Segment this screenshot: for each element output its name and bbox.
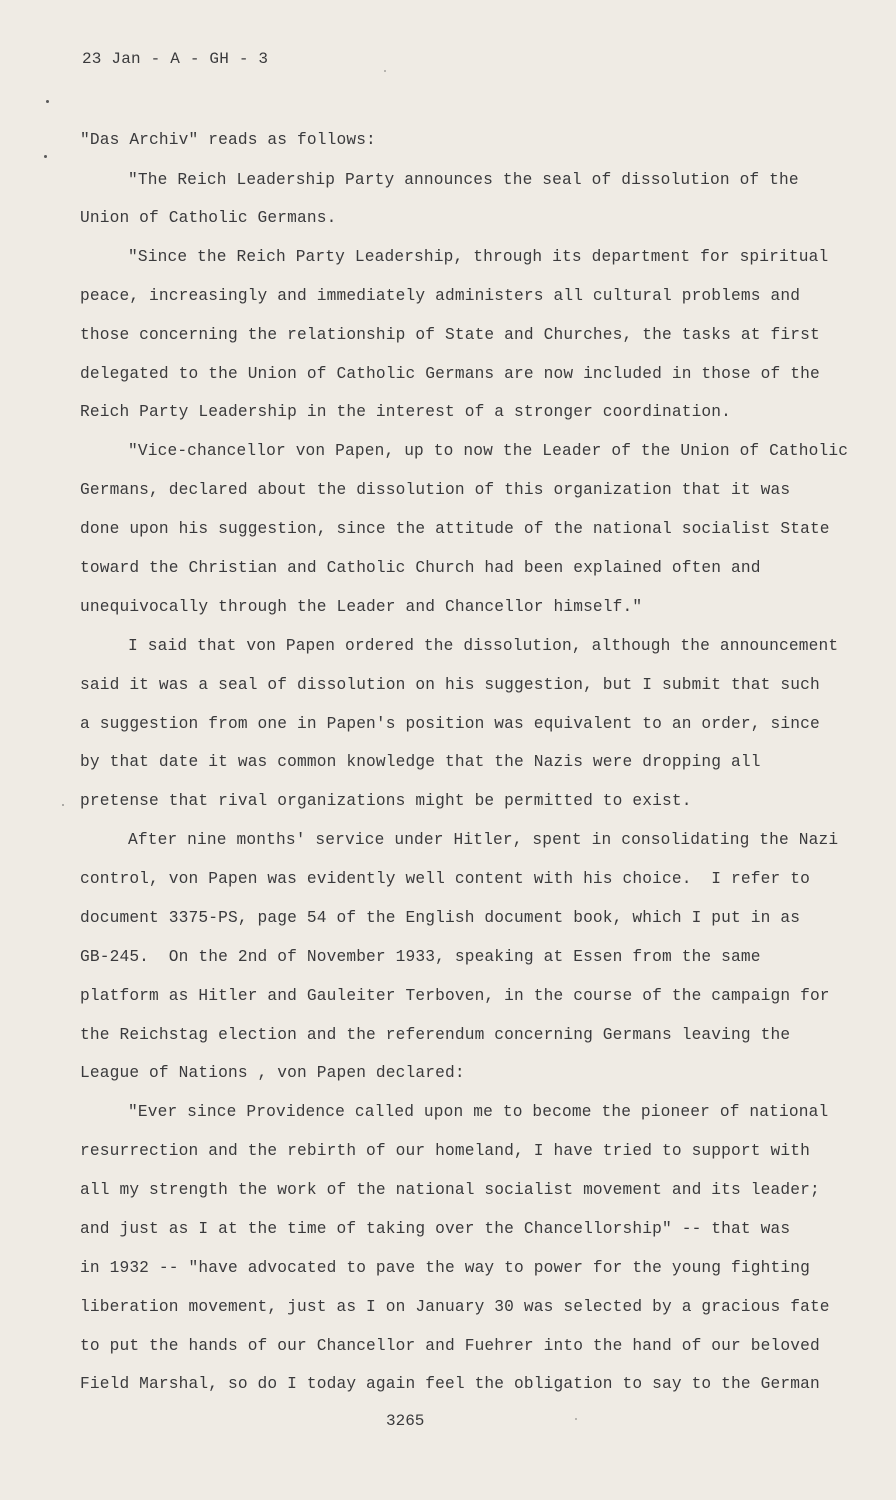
text-line: Union of Catholic Germans.: [80, 209, 337, 227]
text-line: in 1932 -- "have advocated to pave the way to power for the young fighting: [80, 1259, 810, 1277]
text-line: "Since the Reich Party Leadership, through its department for spiritual: [128, 248, 829, 266]
text-line: I said that von Papen ordered the dissolution, although the announcement: [128, 637, 839, 655]
paper-speck: [44, 155, 47, 158]
text-line: document 3375-PS, page 54 of the English document book, which I put in as: [80, 909, 801, 927]
text-line: pretense that rival organizations might be permitted to exist.: [80, 792, 692, 810]
text-line: by that date it was common knowledge that the Nazis were dropping all: [80, 753, 761, 771]
paper-speck: [384, 70, 386, 72]
text-line: toward the Christian and Catholic Church had been explained often and: [80, 559, 761, 577]
text-line: the Reichstag election and the referendum concerning Germans leaving the: [80, 1026, 791, 1044]
text-line: resurrection and the rebirth of our homeland, I have tried to support with: [80, 1142, 810, 1160]
text-line: control, von Papen was evidently well content with his choice. I refer to: [80, 870, 810, 888]
text-line: "Das Archiv" reads as follows:: [80, 131, 376, 149]
page-header: 23 Jan - A - GH - 3: [82, 50, 269, 68]
text-line: Germans, declared about the dissolution of this organization that it was: [80, 481, 791, 499]
page-number: 3265: [386, 1412, 425, 1430]
text-line: liberation movement, just as I on January 30 was selected by a gracious fate: [80, 1298, 830, 1316]
text-line: unequivocally through the Leader and Chancellor himself.": [80, 598, 643, 616]
text-line: "Ever since Providence called upon me to become the pioneer of national: [128, 1103, 829, 1121]
text-line: League of Nations , von Papen declared:: [80, 1064, 465, 1082]
text-line: Field Marshal, so do I today again feel the obligation to say to the German: [80, 1375, 820, 1393]
text-line: Reich Party Leadership in the interest of a stronger coordination.: [80, 403, 732, 421]
text-line: said it was a seal of dissolution on his suggestion, but I submit that such: [80, 676, 820, 694]
text-line: After nine months' service under Hitler, spent in consolidating the Nazi: [128, 831, 839, 849]
text-line: done upon his suggestion, since the attitude of the national socialist State: [80, 520, 830, 538]
paper-speck: [46, 100, 49, 103]
text-line: and just as I at the time of taking over the Chancellorship" -- that was: [80, 1220, 791, 1238]
paper-speck: [62, 804, 64, 806]
text-line: to put the hands of our Chancellor and Fuehrer into the hand of our beloved: [80, 1337, 820, 1355]
paper-speck: [575, 1418, 577, 1420]
text-line: "Vice-chancellor von Papen, up to now the Leader of the Union of Catholic: [128, 442, 849, 460]
text-line: those concerning the relationship of State and Churches, the tasks at first: [80, 326, 820, 344]
text-line: peace, increasingly and immediately administers all cultural problems and: [80, 287, 801, 305]
text-line: delegated to the Union of Catholic Germans are now included in those of the: [80, 365, 820, 383]
text-line: "The Reich Leadership Party announces the seal of dissolution of the: [128, 171, 799, 189]
text-line: platform as Hitler and Gauleiter Terboven, in the course of the campaign for: [80, 987, 830, 1005]
text-line: GB-245. On the 2nd of November 1933, speaking at Essen from the same: [80, 948, 761, 966]
text-line: all my strength the work of the national socialist movement and its leader;: [80, 1181, 820, 1199]
text-line: a suggestion from one in Papen's position was equivalent to an order, since: [80, 715, 820, 733]
